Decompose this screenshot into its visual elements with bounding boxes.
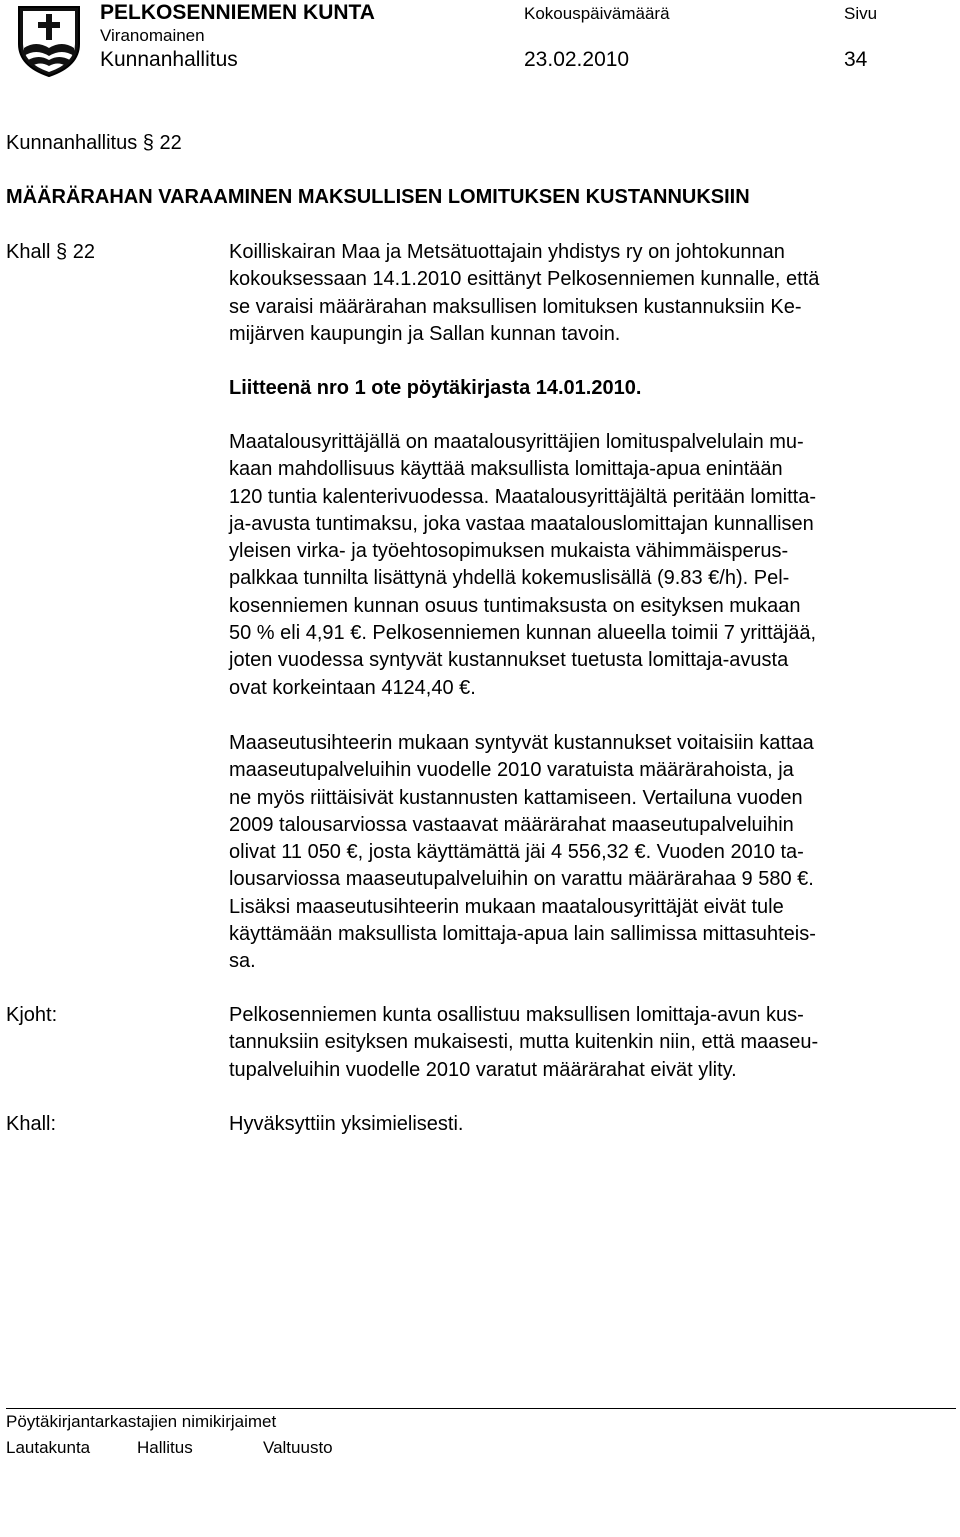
text-line: 2009 talousarviossa vastaavat määrärahat maaseutupalveluihin	[229, 813, 794, 836]
text-line: Maaseutusihteerin mukaan syntyvät kustannukset voitaisiin kattaa	[229, 732, 814, 754]
text-line: kokouksessaan 14.1.2010 esittänyt Pelkosenniemen kunnalle, että	[229, 268, 820, 291]
paragraph-intro	[229, 239, 929, 348]
text-line: kaan mahdollisuus käyttää maksullista lomittaja-apua enintään	[229, 458, 783, 481]
page-label: Sivu	[844, 4, 878, 23]
text-line: tannuksiin esityksen mukaisesti, mutta kuitenkin niin, että maaseu-	[229, 1031, 819, 1054]
attachment-reference: Liitteenä nro 1 ote pöytäkirjasta 14.01.2010.	[229, 377, 642, 399]
text-line: joten vuodessa syntyvät kustannukset tuetusta lomittaja-avusta	[229, 649, 789, 672]
authority-value: Kunnanhallitus	[100, 48, 238, 71]
footer-title: Pöytäkirjantarkastajien nimikirjaimet	[6, 1412, 277, 1431]
text-line: mijärven kaupungin ja Sallan kunnan tavoin.	[229, 322, 621, 345]
footer-col-hallitus: Hallitus	[137, 1438, 193, 1457]
text-line: maaseutupalveluihin vuodelle 2010 varatuista määrärahoista, ja	[229, 759, 794, 782]
text-line: ovat korkeintaan 4124,40 €.	[229, 676, 476, 699]
page-number: 34	[844, 48, 868, 71]
text-line: se varaisi määrärahan maksullisen lomituksen kustannuksiin Ke-	[229, 295, 802, 318]
paragraph-fees	[229, 429, 929, 702]
text-line: kosenniemen kunnan osuus tuntimaksusta on esityksen mukaan	[229, 594, 801, 617]
authority-label: Viranomainen	[100, 26, 205, 45]
meeting-reference: Kunnanhallitus § 22	[6, 132, 182, 154]
document-title: MÄÄRÄRAHAN VARAAMINEN MAKSULLISEN LOMITUKSEN KUSTANNUKSIIN	[6, 186, 750, 208]
text-line: käyttämään maksullista lomittaja-apua lain sallimissa mittasuhteis-	[229, 923, 816, 946]
text-line: Maatalousyrittäjällä on maatalousyrittäjien lomituspalvelulain mu-	[229, 431, 804, 453]
org-name: PELKOSENNIEMEN KUNTA	[100, 1, 375, 24]
text-line: 120 tuntia kalenterivuodessa. Maatalousyrittäjältä peritään lomitta-	[229, 485, 816, 508]
text-line: palkkaa tunnilta lisättynä yhdellä kokemuslisällä (9.83 €/h). Pel-	[229, 567, 790, 590]
text-line: 50 % eli 4,91 €. Pelkosenniemen kunnan alueella toimii 7 yrittäjää,	[229, 622, 817, 645]
paragraph-proposal	[229, 1002, 929, 1084]
municipality-crest-icon	[14, 4, 84, 78]
footer-divider	[6, 1408, 956, 1409]
footer-col-valtuusto: Valtuusto	[263, 1438, 333, 1457]
text-line: sa.	[229, 950, 256, 973]
text-line: Pelkosenniemen kunta osallistuu maksullisen lomittaja-avun kus-	[229, 1004, 804, 1026]
text-line: yleisen virka- ja työehtosopimuksen mukaista vähimmäisperus-	[229, 540, 789, 563]
text-line: ja-avusta tuntimaksu, joka vastaa maatalouslomittajan kunnallisen	[229, 512, 814, 535]
date-label: Kokouspäivämäärä	[524, 4, 670, 23]
paragraph-budget	[229, 730, 929, 976]
date-value: 23.02.2010	[524, 48, 630, 71]
text-line: ne myös riittäisivät kustannusten kattamiseen. Vertailuna vuoden	[229, 786, 803, 809]
text-line: tupalveluihin vuodelle 2010 varatut määrärahat eivät ylity.	[229, 1058, 737, 1081]
text-line: Lisäksi maaseutusihteerin mukaan maatalousyrittäjät eivät tule	[229, 895, 784, 918]
khall-label: Khall:	[6, 1113, 57, 1135]
khall-section-label: Khall § 22	[6, 241, 95, 263]
text-line: olivat 11 050 €, josta käyttämättä jäi 4 556,32 €. Vuoden 2010 ta-	[229, 841, 804, 864]
kjoht-label: Kjoht:	[6, 1004, 58, 1026]
footer-col-lautakunta: Lautakunta	[6, 1438, 91, 1457]
decision-text: Hyväksyttiin yksimielisesti.	[229, 1113, 464, 1135]
text-line: Koilliskairan Maa ja Metsätuottajain yhdistys ry on johtokunnan	[229, 241, 785, 263]
text-line: lousarviossa maaseutupalveluihin on varattu määrärahaa 9 580 €.	[229, 868, 814, 891]
